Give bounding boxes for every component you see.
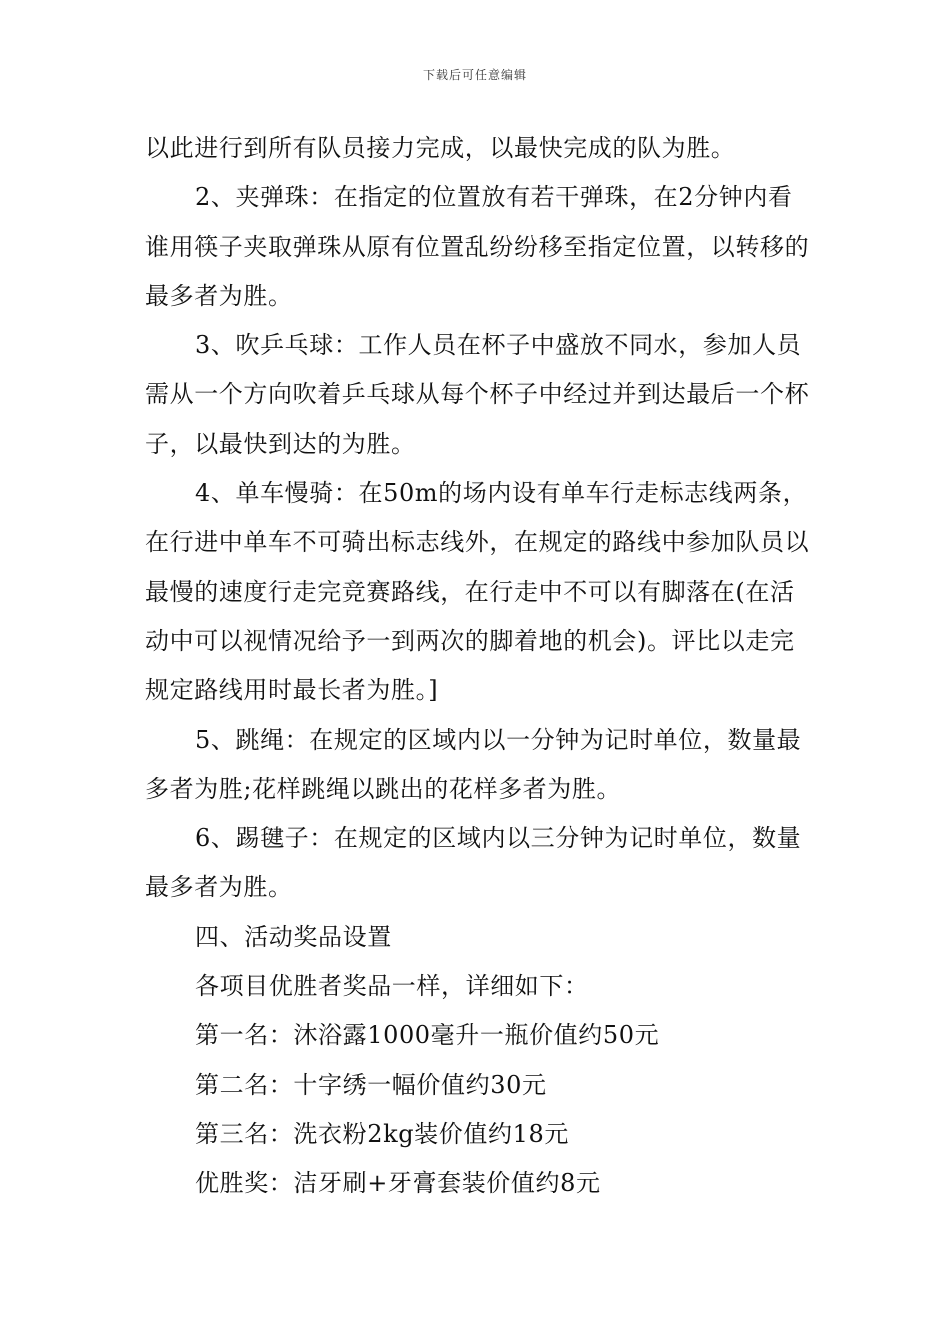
paragraph-jump-rope: 5、跳绳：在规定的区域内以一分钟为记时单位，数量最多者为胜;花样跳绳以跳出的花样多者为胜。 xyxy=(145,725,802,803)
header-note: 下载后可任意编辑 xyxy=(422,68,527,82)
paragraph-prizes-intro: 各项目优胜者奖品一样，详细如下： xyxy=(195,972,589,1001)
prize-first: 第一名：沐浴露1000毫升一瓶价值约50元 xyxy=(195,1021,660,1050)
prize-third: 第三名：洗衣粉2kg装价值约18元 xyxy=(195,1119,569,1148)
paragraph-shuttlecock: 6、踢毽子：在规定的区域内以三分钟为记时单位，数量最多者为胜。 xyxy=(145,824,802,902)
paragraph-relay-end: 以此进行到所有队员接力完成，以最快完成的队为胜。 xyxy=(145,134,736,162)
paragraph-slow-bike: 4、单车慢骑：在50m的场内设有单车行走标志线两条，在行进中单车不可骑出标志线外，在规定的路线中参加队员以最慢的速度行走完竞赛路线，在行走中不可以有脚落在(在活动中可以视情况给予一到两次的脚着地的机会)。评比以走完规定路线用时最长者为胜。] xyxy=(145,479,810,705)
prize-second: 第二名：十字绣一幅价值约30元 xyxy=(195,1070,547,1099)
section-heading-prizes: 四、活动奖品设置 xyxy=(195,922,392,951)
document-body xyxy=(145,124,810,1209)
prize-merit: 优胜奖：洁牙刷+牙膏套装价值约8元 xyxy=(195,1169,601,1198)
paragraph-ping-pong: 3、吹乒乓球：工作人员在杯子中盛放不同水，参加人员需从一个方向吹着乒乓球从每个杯子中经过并到达最后一个杯子，以最快到达的为胜。 xyxy=(145,331,810,458)
paragraph-marbles: 2、夹弹珠：在指定的位置放有若干弹珠，在2分钟内看谁用筷子夹取弹珠从原有位置乱纷纷移至指定位置，以转移的最多者为胜。 xyxy=(145,183,810,310)
